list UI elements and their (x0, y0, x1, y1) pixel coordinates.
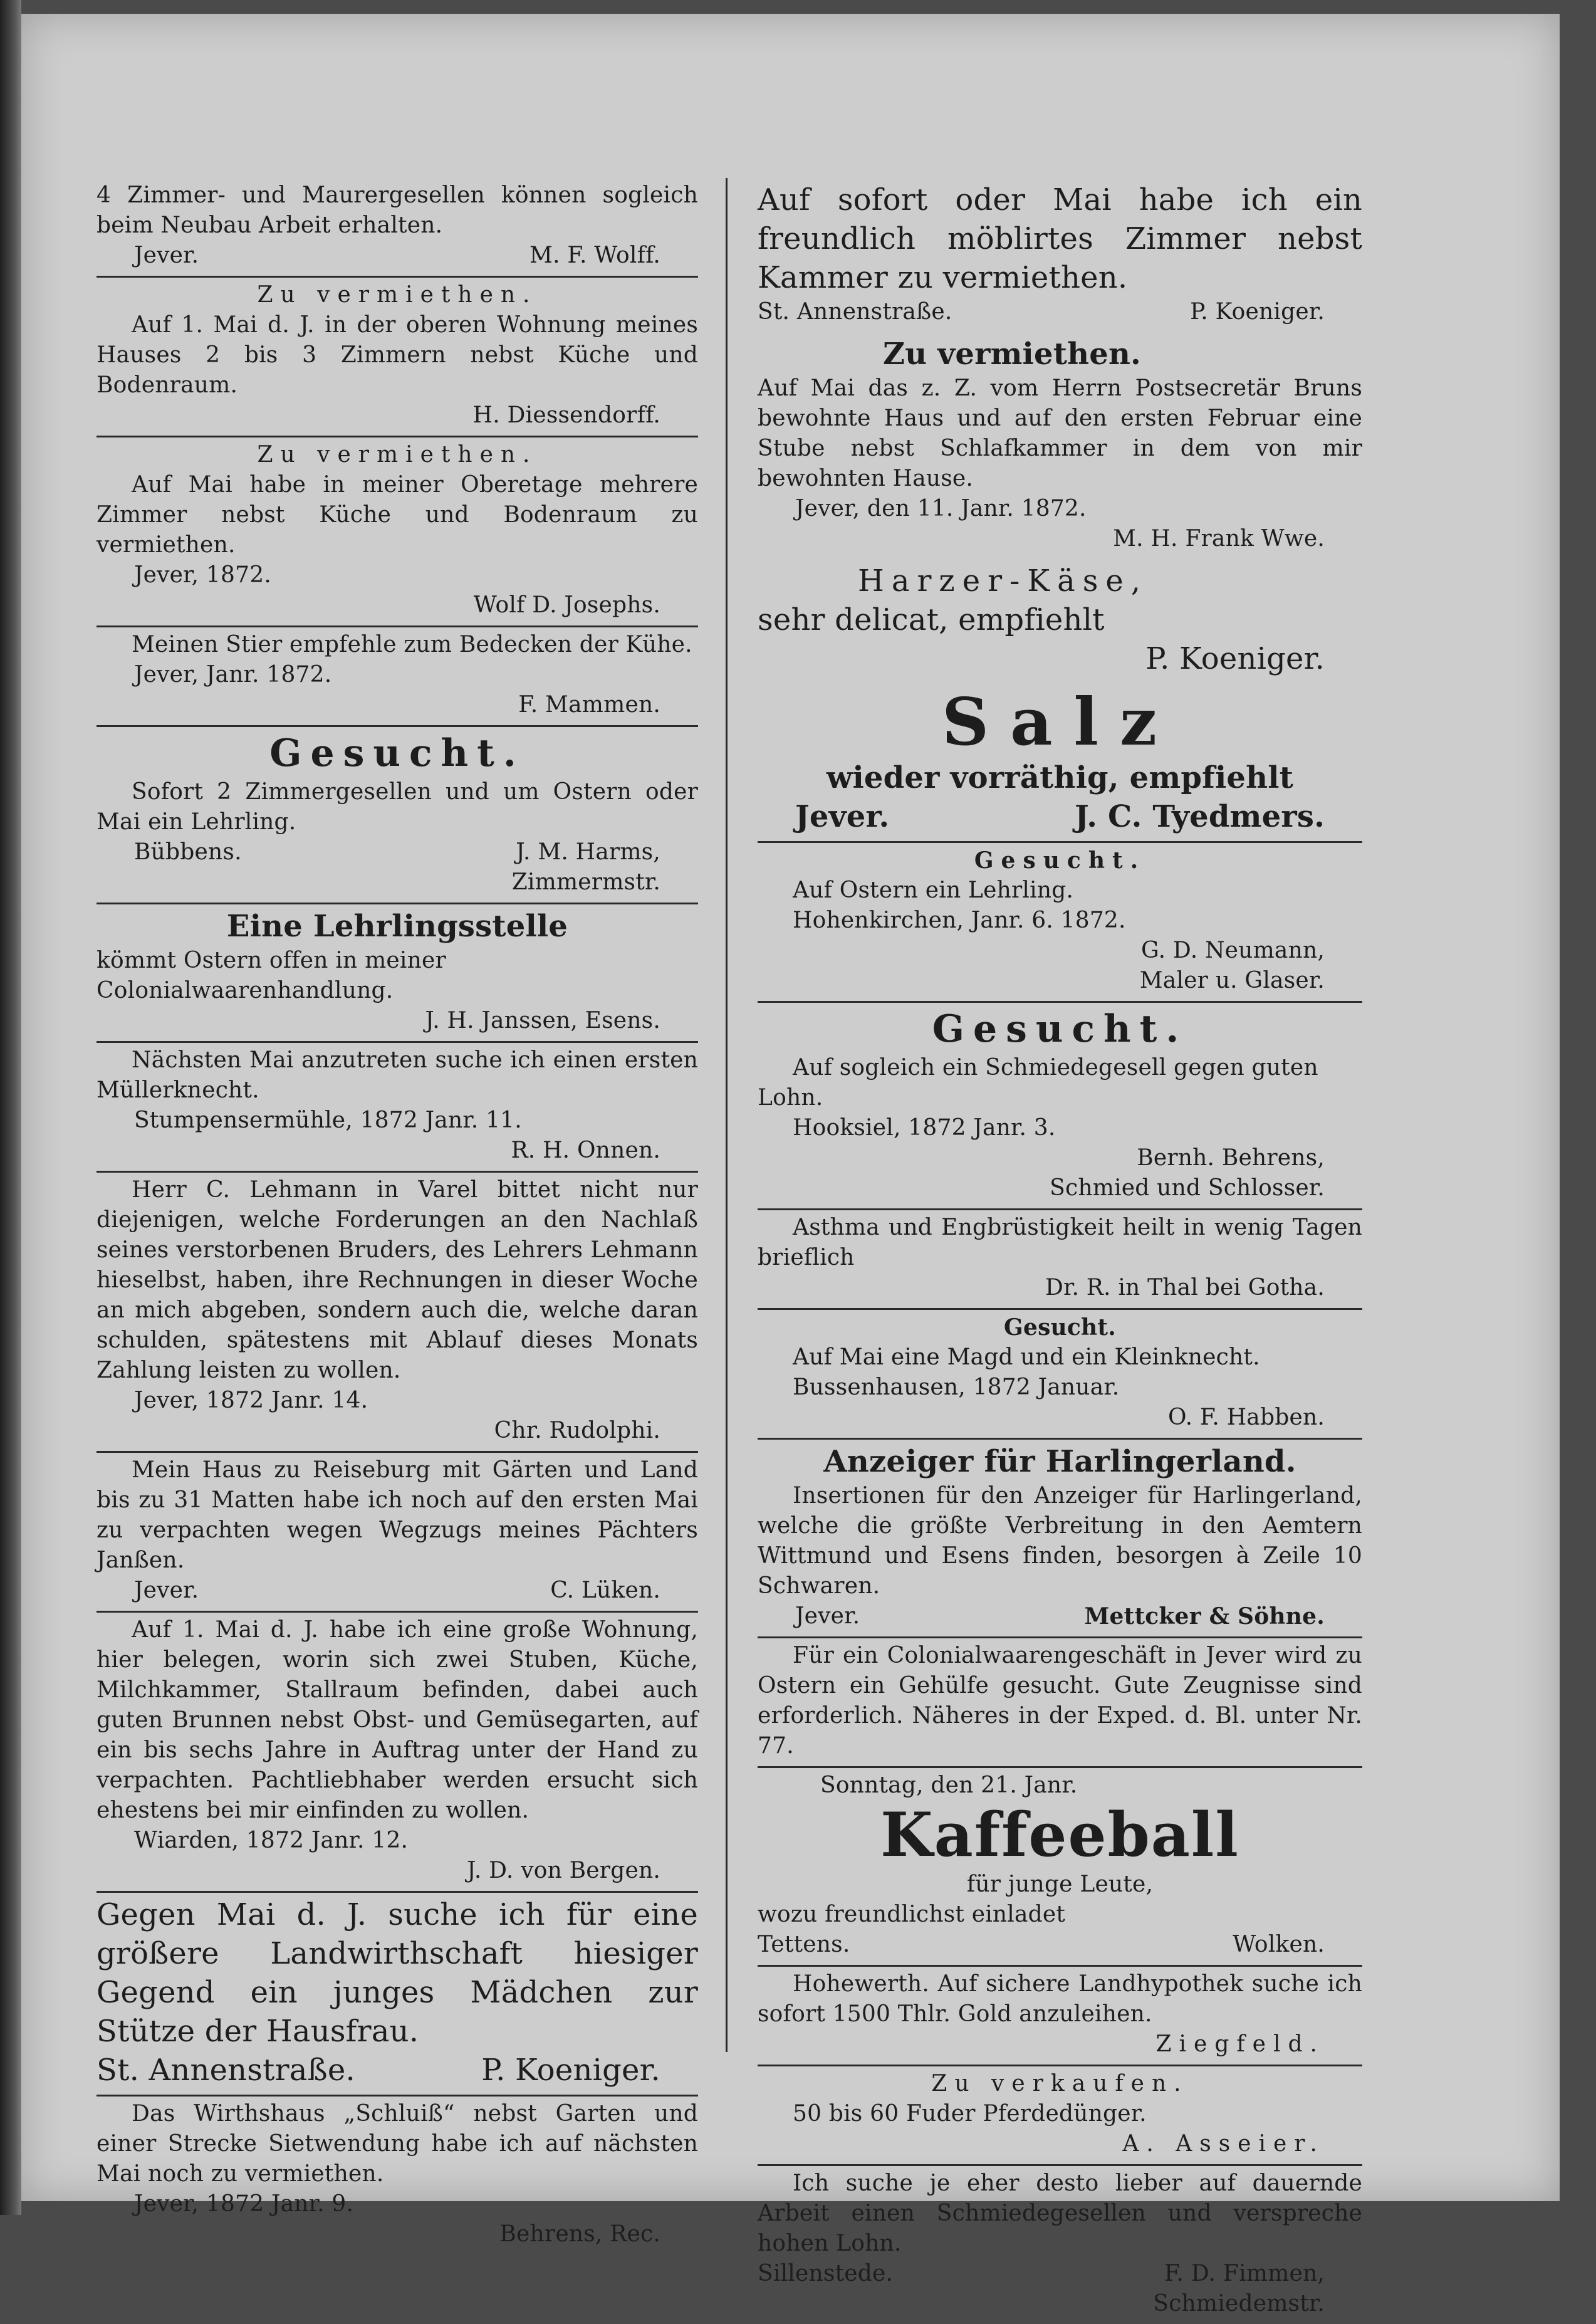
ad-signature: Chr. Rudolphi. (494, 1418, 660, 1443)
ad-signature: Behrens, Rec. (499, 2221, 660, 2247)
ad-place: St. Annenstraße. (758, 299, 952, 325)
ad-date: Jever, Janr. 1872. (134, 662, 332, 688)
ad-text: Sofort 2 Zimmergesellen und um Ostern oder Mai ein Lehrling. (96, 779, 698, 835)
ad-signature: O. F. Habben. (1167, 1405, 1325, 1430)
ad-smith-apprentice-fimmen (758, 2166, 1362, 2324)
ad-footer (96, 1576, 698, 1606)
ad-text: 50 bis 60 Fuder Pferdedünger. (793, 2101, 1147, 2127)
ad-text: Herr C. Lehmann in Varel bittet nicht nur diejenigen, welche Forderungen an den Nachlaß seines verstorbenen Bruders, des Lehrers Lehmann hieselbst, haben, ihre Rechnungen in dieser Woche an mich abgeben, sondern auch die, welche daran schulden, spätestens mit Ablauf dieses Monats Zahlung leisten zu wollen. (96, 1177, 698, 1383)
ad-salt-tyedmers (758, 683, 1362, 843)
ad-title: Kaffeeball (880, 1799, 1239, 1870)
ad-signature: M. F. Wolff. (529, 243, 660, 268)
ad-signature: F. D. Fimmen, (1164, 2261, 1325, 2286)
ad-text: Meinen Stier empfehle zum Bedecken der Kühe. (132, 632, 692, 657)
ad-place: Jever. (134, 1578, 199, 1603)
left-column (96, 178, 698, 2254)
ad-to-let-frank (758, 332, 1362, 559)
ad-text: Auf Mai das z. Z. vom Herrn Postsecretär Bruns bewohnte Haus und auf den ersten Februar eine Stube nebst Schlafkammer in dem von mir bewohnten Hause. (758, 375, 1362, 491)
ad-title: Zu vermiethen. (257, 442, 538, 468)
ad-signature: G. D. Neumann, (1140, 938, 1325, 963)
ad-signature: J. M. Harms, (516, 839, 660, 865)
ad-kaffeeball (758, 1768, 1362, 1967)
ad-title: Zu vermiethen. (257, 282, 538, 308)
ad-text: Mein Haus zu Reiseburg mit Gärten und Land bis zu 31 Matten habe ich noch auf den ersten Mai zu verpachten wegen Wegzugs meines Pächters Janßen. (96, 1457, 698, 1573)
ad-title: Salz (941, 683, 1179, 760)
ad-text: Insertionen für den Anzeiger für Harlingerland, welche die größte Verbreitung in den Aemtern Wittmund und Esens finden, besorgen à Zeile 10 Schwaren. (758, 1483, 1362, 1599)
ad-signature: Ziegfeld. (1155, 2031, 1325, 2057)
ad-lehmann-estate (96, 1173, 698, 1453)
ad-signature: R. H. Onnen. (511, 1138, 660, 1163)
ad-place: Bübbens. (134, 839, 242, 865)
ad-text: Ich suche je eher desto lieber auf dauernde Arbeit einen Schmiedegesellen und verspreche hohen Lohn. (758, 2170, 1362, 2256)
ad-text: Gegen Mai d. J. suche ich für eine größere Landwirthschaft hiesiger Gegend ein junges Mädchen zur Stütze der Hausfrau. (96, 1897, 698, 2049)
ad-place: Jever. (795, 799, 890, 834)
ad-signature: J. C. Tyedmers. (1075, 799, 1325, 834)
ad-signature-title: Maler u. Glaser. (1139, 968, 1325, 993)
ad-maid-koeniger (96, 1893, 698, 2096)
ad-signature-title: Zimmermstr. (511, 869, 660, 895)
ad-text: sehr delicat, empfiehlt (758, 602, 1105, 637)
ad-title: Gesucht. (974, 847, 1146, 874)
ad-date: Jever, 1872. (134, 562, 271, 588)
ad-signature: Bernh. Behrens, (1137, 1145, 1325, 1171)
ad-bull (96, 627, 698, 727)
ad-asthma-cure (758, 1210, 1362, 1310)
ad-signature: Wolken. (1233, 1932, 1325, 1957)
ad-signature: M. H. Frank Wwe. (1113, 526, 1325, 552)
ad-signature: Dr. R. in Thal bei Gotha. (1045, 1275, 1325, 1301)
ad-text: Auf sofort oder Mai habe ich ein freundlich möblirtes Zimmer nebst Kammer zu vermiethen. (758, 182, 1362, 295)
ad-date: Hohenkirchen, Janr. 6. 1872. (793, 908, 1126, 933)
ad-date: Hooksiel, 1872 Janr. 3. (793, 1115, 1056, 1141)
ad-signature: J. D. von Bergen. (467, 1858, 660, 1883)
ad-text: Auf 1. Mai d. J. in der oberen Wohnung meines Hauses 2 bis 3 Zimmern nebst Küche und Bodenraum. (96, 312, 698, 398)
ad-footer (758, 2259, 1362, 2289)
ad-footer (758, 297, 1362, 327)
column-divider (726, 178, 728, 2052)
ad-miller-onnen (96, 1043, 698, 1173)
ad-title: Zu verkaufen. (931, 2071, 1189, 2096)
ad-apprentice-janssen (96, 904, 698, 1043)
ad-wanted-behrens (758, 1003, 1362, 1210)
ad-wanted-harms (96, 727, 698, 904)
ad-signature: P. Koeniger. (481, 2053, 660, 2088)
ad-title: Harzer-Käse, (858, 563, 1149, 599)
ad-signature-title: Schmied und Schlosser. (1050, 1175, 1325, 1201)
ad-footer (758, 1601, 1362, 1631)
ad-place: Jever. (134, 243, 199, 268)
ad-title: Gesucht. (932, 1007, 1188, 1051)
ad-subtitle: für junge Leute, (966, 1871, 1154, 1897)
ad-place: St. Annenstraße. (96, 2053, 355, 2088)
ad-place: Sillenstede. (758, 2261, 894, 2286)
ad-text: Auf sogleich ein Schmiedegesell gegen guten Lohn. (758, 1055, 1318, 1111)
ad-manure-for-sale (758, 2066, 1362, 2166)
ad-rooms-to-let-diessendorff (96, 278, 698, 437)
ad-place: Jever. (795, 1603, 860, 1629)
ad-signature: A. Asseier. (1122, 2131, 1325, 2157)
ad-footer (758, 797, 1362, 836)
ad-signature: P. Koeniger. (1145, 641, 1325, 676)
ad-text: wieder vorräthig, empfiehlt (826, 760, 1294, 795)
ad-signature: Mettcker & Söhne. (1084, 1603, 1325, 1630)
right-column (758, 178, 1362, 2324)
ad-date: Jever, 1872 Janr. 14. (134, 1388, 368, 1413)
book-spine-shadow (0, 0, 21, 2215)
ad-title: Eine Lehrlingsstelle (226, 909, 568, 944)
ad-anzeiger-harlingerland (758, 1440, 1362, 1638)
ad-text: 4 Zimmer- und Maurergesellen können sogleich beim Neubau Arbeit erhalten. (96, 182, 698, 238)
ad-house-lease-lueken (96, 1453, 698, 1613)
ad-carpenters-wanted (96, 178, 698, 278)
ad-footer (96, 241, 698, 271)
ad-date: Sonntag, den 21. Janr. (820, 1772, 1078, 1798)
ad-text: Asthma und Engbrüstigkeit heilt in wenig Tagen brieflich (758, 1215, 1362, 1270)
ad-mortgage-loan (758, 1967, 1362, 2066)
ad-date: Jever, 1872 Janr. 9. (134, 2191, 354, 2217)
ad-text: Auf Mai eine Magd und ein Kleinknecht. (793, 1344, 1260, 1370)
ad-furnished-room-koeniger (758, 178, 1362, 332)
ad-signature: C. Lüken. (550, 1578, 660, 1603)
ad-title: Gesucht. (1004, 1314, 1116, 1341)
ad-text: Auf Ostern ein Lehrling. (793, 877, 1074, 903)
ad-footer (758, 1930, 1362, 1960)
ad-date: Jever, den 11. Janr. 1872. (795, 496, 1087, 521)
ad-text: Nächsten Mai anzutreten suche ich einen ersten Müllerknecht. (96, 1047, 698, 1103)
ad-apartment-von-bergen (96, 1613, 698, 1893)
ad-text: Hohewerth. Auf sichere Landhypothek suche ich sofort 1500 Thlr. Gold anzuleihen. (758, 1971, 1362, 2027)
ad-footer (96, 2051, 698, 2090)
ad-inn-schluiss (96, 2096, 698, 2254)
ad-rooms-to-let-josephs (96, 437, 698, 627)
ad-date: Bussenhausen, 1872 Januar. (793, 1374, 1120, 1400)
ad-signature: J. H. Janssen, Esens. (425, 1008, 660, 1034)
ad-text: Auf Mai habe in meiner Oberetage mehrere Zimmer nebst Küche und Bodenraum zu vermiethen. (96, 472, 698, 558)
ad-signature: Wolf D. Josephs. (473, 592, 660, 618)
ad-wanted-habben (758, 1310, 1362, 1440)
ad-wanted-neumann (758, 843, 1362, 1003)
ad-date: Stumpensermühle, 1872 Janr. 11. (134, 1107, 522, 1133)
ad-text: Auf 1. Mai d. J. habe ich eine große Wohnung, hier belegen, worin sich zwei Stuben, Küche, Milchkammer, Stallraum befinden, dabei auch guten Brunnen nebst Obst- und Gemüsegarten, auf ein bis sechs Jahre in Auftrag unter der Hand zu verpachten. Pachtliebhaber werden ersucht sich ehestens bei mir einfinden zu wollen. (96, 1617, 698, 1823)
ad-signature-title: Schmiedemstr. (1153, 2291, 1325, 2316)
ad-signature: H. Diessendorff. (472, 402, 660, 428)
ad-signature: P. Koeniger. (1190, 299, 1325, 325)
ad-text: wozu freundlichst einladet (758, 1902, 1066, 1927)
ad-title: Gesucht. (269, 731, 525, 775)
ad-text: kömmt Ostern offen in meiner Colonialwaarenhandlung. (96, 948, 446, 1003)
ad-title: Anzeiger für Harlingerland. (823, 1444, 1296, 1479)
ad-harz-cheese (758, 559, 1362, 683)
ad-title: Zu vermiethen. (883, 337, 1141, 372)
ad-date: Wiarden, 1872 Janr. 12. (134, 1828, 409, 1853)
ad-signature: F. Mammen. (518, 692, 660, 718)
ad-footer (96, 837, 698, 867)
ad-text: Für ein Colonialwaarengeschäft in Jever wird zu Ostern ein Gehülfe gesucht. Gute Zeugnisse sind erforderlich. Näheres in der Exped. d. Bl. unter Nr. 77. (758, 1643, 1362, 1759)
ad-shop-assistant (758, 1638, 1362, 1768)
ad-place: Tettens. (758, 1932, 850, 1957)
newspaper-page (21, 14, 1560, 2316)
ad-text: Das Wirthshaus „Schluiß“ nebst Garten und einer Strecke Sietwendung habe ich auf nächsten Mai noch zu vermiethen. (96, 2101, 698, 2187)
